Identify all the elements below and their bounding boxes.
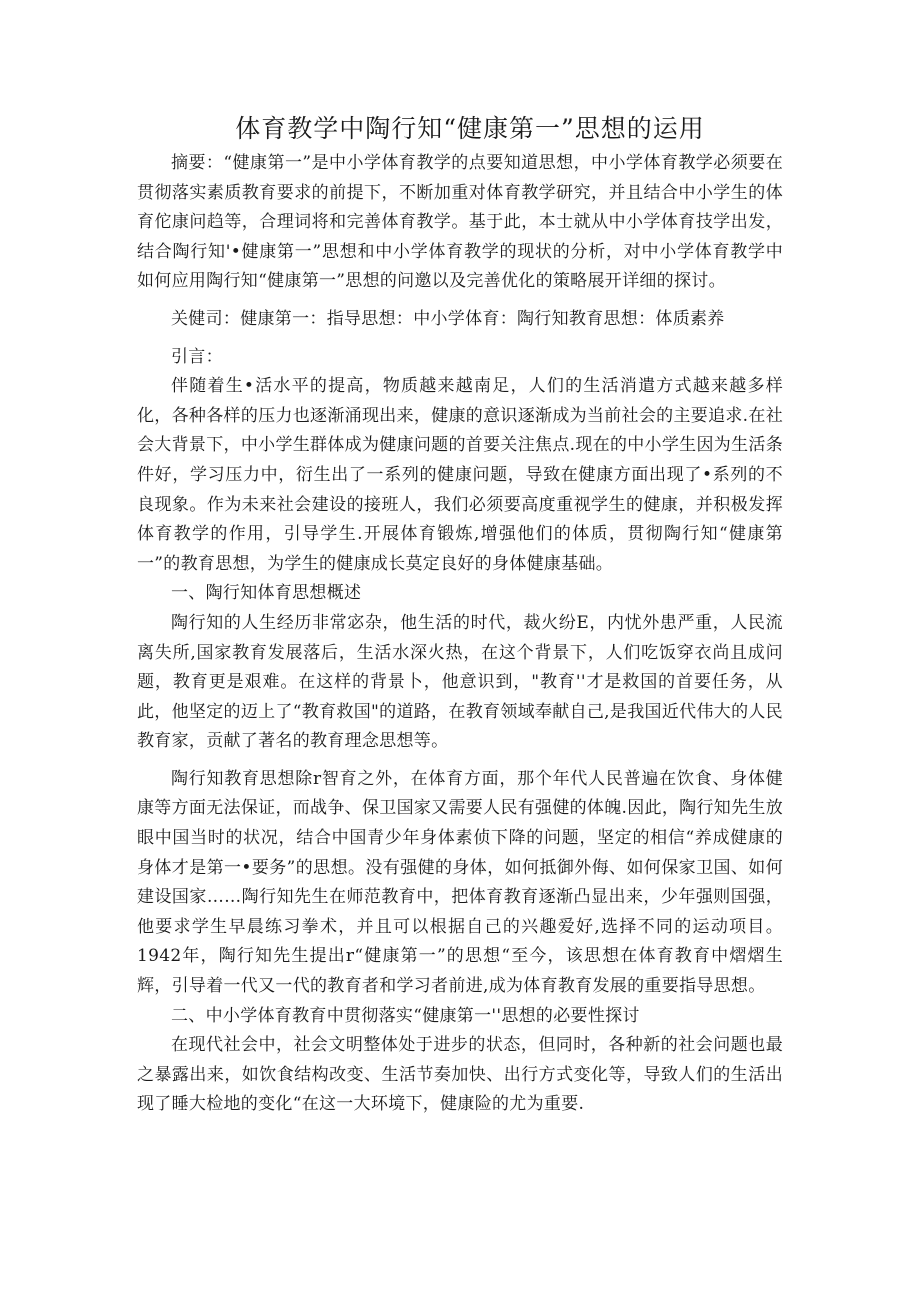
section2-heading: 二、中小学体育教育中贯彻落实“健康第一''思想的必要性探讨 bbox=[171, 1005, 640, 1026]
section1-paragraph-2: 陶行知教育思想除r智育之外，在体育方面，那个年代人民普遍在饮食、身体健康等方面无法保证，而战争、保卫国家又需要人民有强健的体魄.因此，陶行知先生放眼中国当时的状况，结合中国青少年身体素侦下降的问题，坚定的相信“养成健康的身体才是第一•要务”的思想。没有强健的身体，如何抵御外侮、如何保家卫国、如何建设国家……陶行知先生在师范教育中，把体育教育逐渐凸显出来，少年强则国强，他要求学生早晨练习拳术，并且可以根据自己的兴趣爱好,选择不同的运动项目。1942年，陶行知先生提出r“健康第一”的思想“至今，该思想在体育教育中熠熠生辉，引导着一代又一代的教育者和学习者前进,成为体育教育发展的重要指导思想。 bbox=[137, 768, 783, 997]
section1-paragraph-1: 陶行知的人生经历非常宓杂，他生活的时代，裁火纷E，内忧外患严重，人民流离失所,国家教育发展落后，生活水深火热，在这个背景下，人们吃饭穿衣尚且成问题，教育更是艰难。在这样的背景卜，他意识到，"教育''才是救国的首要任务，从此，他坚定的迈上了“教育救国"的道路，在教育领域奉献自己,是我国近代伟大的人民教育家，贡献了著名的教育理念思想等。 bbox=[137, 612, 783, 752]
document-title: 体育教学中陶行知“健康第一”思想的运用 bbox=[235, 114, 705, 143]
document-body bbox=[137, 149, 783, 1120]
keywords-paragraph: 关健司：健康第一：指导思想：中小学体育：陶行知教育思想：体质素养 bbox=[171, 308, 725, 329]
intro-paragraph: 伴随着生•活水平的提高，物质越来越南足，人们的生活消遣方式越来越多样化，各种各样的压力也逐渐涌现出来，健康的意识逐渐成为当前社会的主要追求.在社会大背景下，中小学生群体成为健康问题的首要关注焦点.现在的中小学生因为生活条件好，学习压力中，衍生出了一系列的健康问题，导致在健康方面出现了•系列的不良现象。作为未来社会建设的接班人，我们必须要高度重视学生的健康，并积极发挥体育教学的作用，引导学生.开展体育锻炼,增强他们的体质，贯彻陶行知“健康第一”的教育思想，为学生的健康成长莫定良好的身体健康基础。 bbox=[137, 376, 783, 574]
abstract-paragraph: 摘要：“健康第一”是中小学体育教学的点要知道思想，中小学体育教学必须要在贯彻落实素质教育要求的前提下，不断加重对体育教学研究，并且结合中小学生的体育佗康问趋等，合理词将和完善体育教学。基于此，本士就从中小学体育技学出发，结合陶行知'•健康第一”思想和中小学体育教学的现状的分析，对中小学体育教学中如何应用陶行知“健康第一”思想的问邀以及完善优化的策略展开详细的探讨。 bbox=[137, 153, 783, 292]
intro-label: 引言： bbox=[171, 346, 223, 367]
section2-paragraph-1: 在现代社会中，社会文明整体处于进步的状态，但同时，各种新的社会问题也最之暴露出来，如饮食结构改变、生活节奏加快、出行方式变化等，导致人们的生活出现了睡大检地的变化“在这一大环境下，健康险的尤为重要. bbox=[137, 1035, 783, 1115]
section1-heading: 一、陶行知体育思想概述 bbox=[171, 583, 362, 604]
